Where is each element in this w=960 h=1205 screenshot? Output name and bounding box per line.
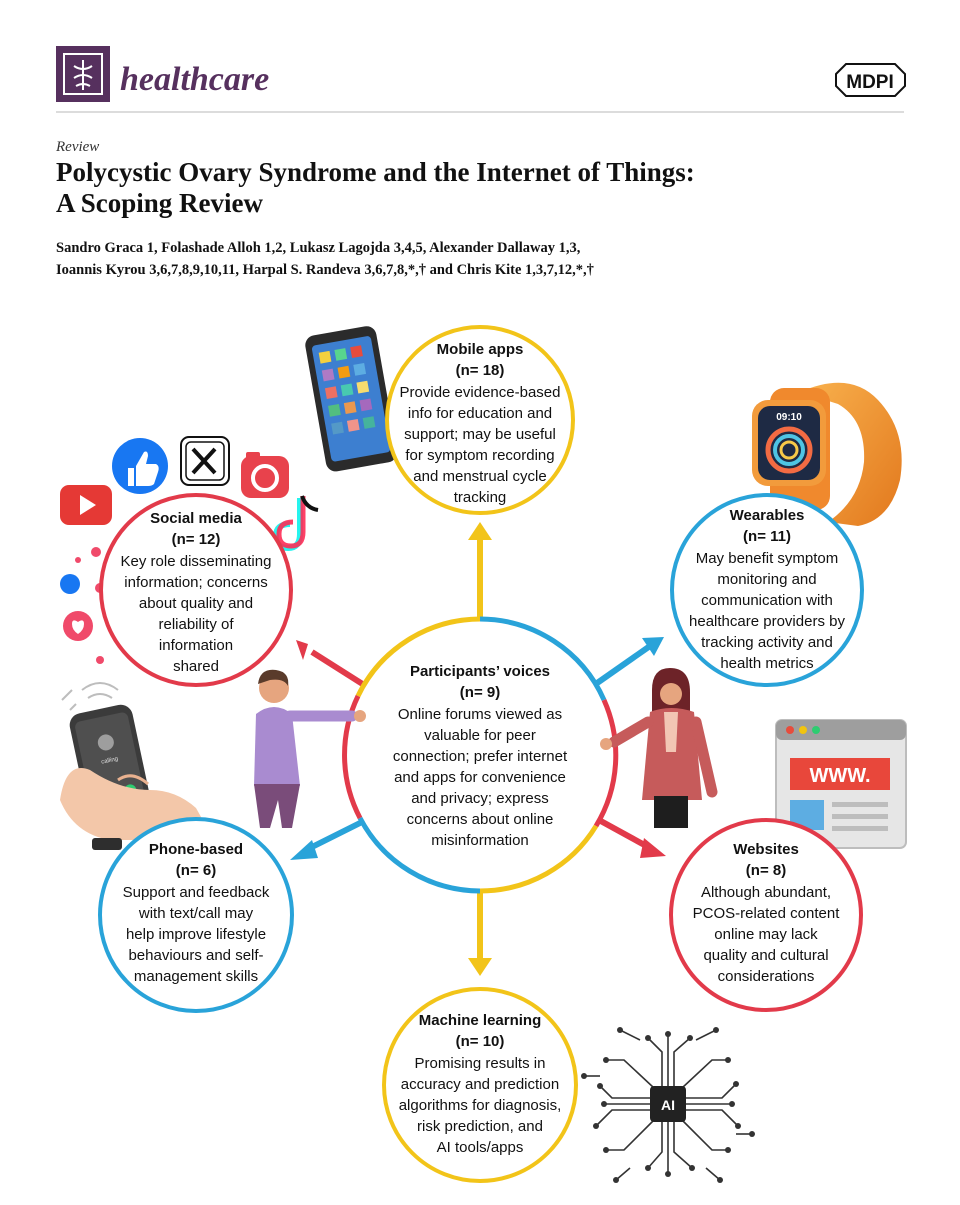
node-count: (n= 11) (743, 528, 791, 545)
center-title: Participants’ voices (409, 663, 551, 680)
center-line: concerns about online (406, 811, 554, 828)
node-line: Provide evidence-based (399, 384, 561, 401)
node-phone-based (100, 819, 292, 1011)
youtube-icon (60, 485, 112, 525)
center-line: Online forums viewed as (397, 706, 563, 723)
node-line: and menstrual cycle (413, 468, 547, 485)
node-mobile-apps (387, 327, 573, 513)
smartphone-icon (304, 325, 399, 473)
node-title: Mobile apps (436, 341, 524, 358)
node-line: considerations (717, 968, 815, 985)
node-title: Machine learning (418, 1012, 542, 1029)
node-line: tracking (453, 489, 507, 506)
node-line: health metrics (720, 655, 814, 672)
node-social-media (101, 495, 291, 685)
node-line: algorithms for diagnosis, (398, 1097, 562, 1114)
node-line: monitoring and (717, 571, 817, 588)
node-line: quality and cultural (703, 947, 829, 964)
node-line: support; may be useful (404, 426, 556, 443)
node-line: with text/call may (138, 905, 254, 922)
node-line: online may lack (714, 926, 818, 943)
node-line: reliability of (158, 616, 234, 633)
instagram-icon (241, 452, 289, 498)
node-line: behaviours and self- (128, 947, 264, 964)
node-line: Support and feedback (122, 884, 270, 901)
center-line: valuable for peer (424, 727, 536, 744)
node-title: Websites (733, 841, 799, 858)
authors-line-1: Sandro Graca 1, Folashade Alloh 1,2, Lukasz Lagojda 3,4,5, Alexander Dallaway 1,3, (56, 240, 581, 256)
www-label: WWW. (809, 765, 871, 787)
journal-logo (56, 46, 110, 102)
publisher-name: MDPI (846, 72, 894, 93)
node-line: info for education and (407, 405, 553, 422)
publisher-logo (836, 64, 905, 96)
node-line: management skills (133, 968, 259, 985)
node-line: Although abundant, (700, 884, 832, 901)
center-line: misinformation (431, 832, 529, 849)
node-title: Phone-based (148, 841, 244, 858)
node-count: (n= 18) (455, 362, 505, 379)
node-line: accuracy and prediction (400, 1076, 560, 1093)
reaction-like-icon (60, 547, 105, 664)
article-title-line-2: A Scoping Review (56, 188, 264, 218)
node-line: May benefit symptom (695, 550, 839, 567)
node-count: (n= 12) (171, 531, 221, 548)
reaction-heart-icon (63, 611, 93, 641)
center-count: (n= 9) (459, 684, 501, 701)
node-line: help improve lifestyle (125, 926, 267, 943)
phone-status: calling (100, 756, 119, 766)
watch-time: 09:10 (776, 412, 802, 423)
node-line: Promising results in (414, 1055, 546, 1072)
center-line: connection; prefer internet (392, 748, 568, 765)
journal-name: healthcare (120, 61, 270, 98)
like-icon (112, 438, 168, 494)
node-line: for symptom recording (405, 447, 555, 464)
article-title-line-1: Polycystic Ovary Syndrome and the Internet of Things: (56, 157, 695, 187)
node-line: risk prediction, and (417, 1118, 543, 1135)
node-line: information; concerns (124, 574, 268, 591)
center-line: and privacy; express (411, 790, 549, 807)
node-websites (671, 820, 861, 1010)
center-line: and apps for convenience (394, 769, 566, 786)
node-title: Wearables (729, 507, 805, 524)
node-line: about quality and (138, 595, 254, 612)
node-line: communication with (701, 592, 833, 609)
node-line: PCOS-related content (692, 905, 840, 922)
node-line: Key role disseminating (120, 553, 272, 570)
article-type: Review (56, 139, 100, 155)
node-count: (n= 8) (745, 862, 787, 879)
node-machine-learning (384, 989, 576, 1181)
node-line: AI tools/apps (436, 1139, 524, 1156)
node-wearables (672, 495, 862, 685)
node-line: healthcare providers by (689, 613, 845, 630)
node-title: Social media (150, 510, 242, 527)
ai-label: AI (661, 1097, 675, 1113)
tiktok-icon (276, 496, 318, 548)
node-count: (n= 10) (455, 1033, 505, 1050)
authors-line-2: Ioannis Kyrou 3,6,7,8,9,10,11, Harpal S. Randeva 3,6,7,8,*,† and Chris Kite 1,3,7,12,*,† (56, 262, 594, 278)
x-logo-icon (181, 437, 229, 485)
node-count: (n= 6) (175, 862, 217, 879)
node-line: tracking activity and (701, 634, 833, 651)
node-line: information (158, 637, 234, 654)
node-line: shared (173, 658, 219, 675)
